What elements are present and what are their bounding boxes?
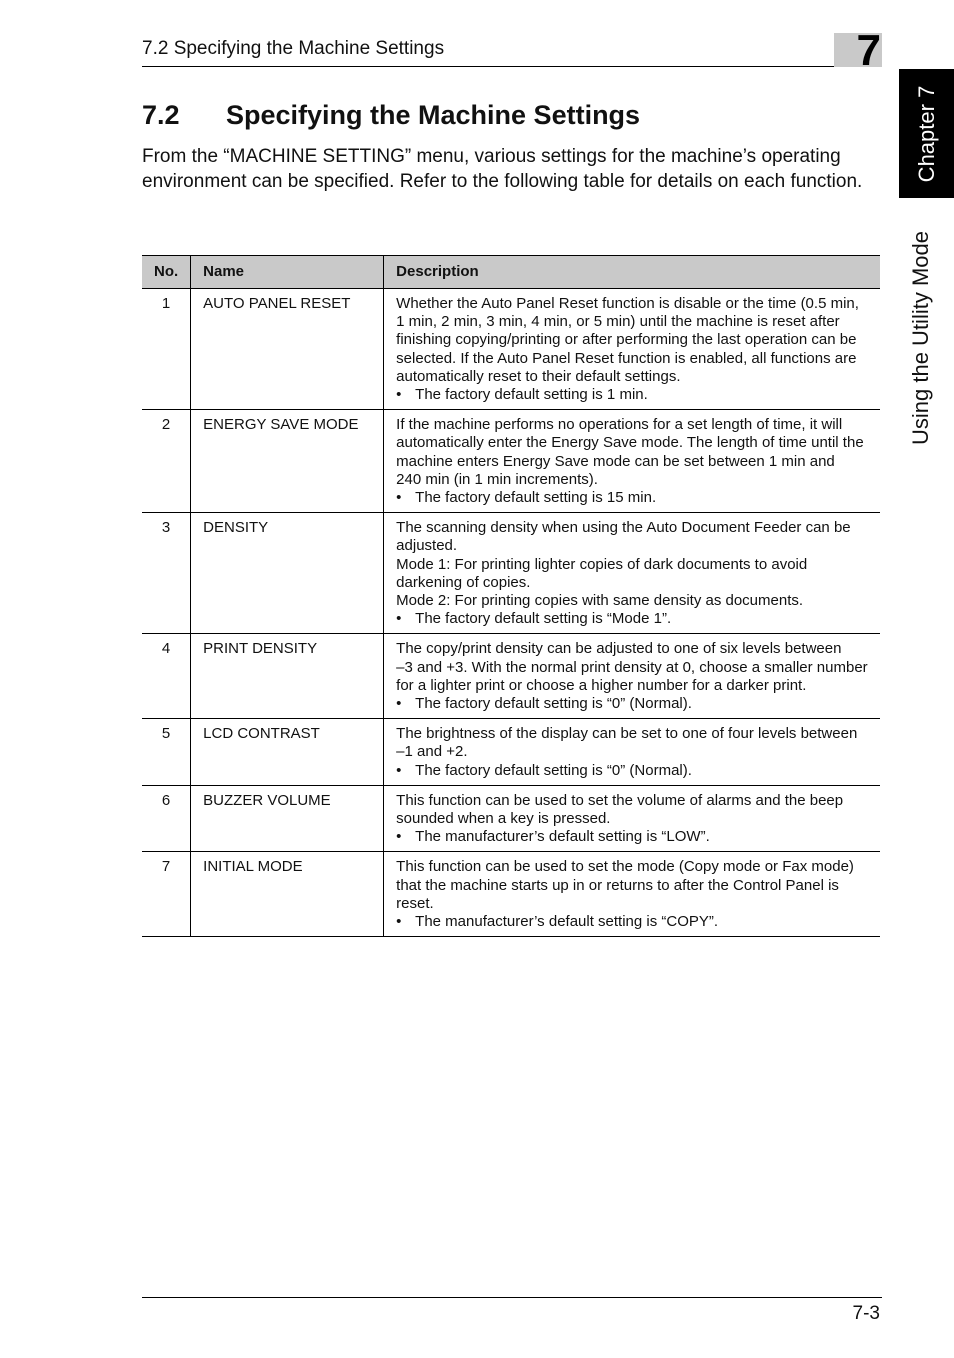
section-side-label: Using the Utility Mode [908,231,933,445]
setting-description [384,289,880,410]
description-line: that the machine starts up in or returns to after the Control Panel is [396,876,839,894]
header-description: Description [384,256,880,289]
intro-paragraph: From the “MACHINE SETTING” menu, various settings for the machine’s operating environment can be specified. Refer to the following table for details on each function. [142,146,863,192]
default-setting-list [396,695,868,713]
description-line: Mode 2: For printing copies with same density as documents. [396,592,804,610]
table-row [142,785,880,852]
row-number: 5 [142,719,191,786]
row-number: 3 [142,513,191,634]
header-rule [142,66,882,67]
section-heading [142,98,640,132]
default-setting-note: • The factory default setting is “0” (Normal). [396,695,868,713]
row-number: 4 [142,634,191,719]
setting-name: INITIAL MODE [191,852,384,937]
running-header: 7.2 Specifying the Machine Settings [142,38,445,59]
default-setting-list [396,386,868,404]
setting-description [384,719,880,786]
table-row [142,634,880,719]
description-line: automatically reset to their default settings. [396,367,681,385]
description-line: 240 min (in 1 min increments). [396,470,598,488]
description-line: 1 min, 2 min, 3 min, 4 min, or 5 min) until the machine is reset after [396,313,840,331]
description-line: selected. If the Auto Panel Reset function is enabled, all functions are [396,349,857,367]
setting-description [384,634,880,719]
setting-description [384,513,880,634]
row-number: 6 [142,785,191,852]
table-row [142,513,880,634]
default-setting-note: • The manufacturer’s default setting is “LOW”. [396,828,868,846]
chapter-tab-label: Chapter 7 [913,85,939,182]
section-title: Specifying the Machine Settings [226,100,641,130]
description-line: Whether the Auto Panel Reset function is disable or the time (0.5 min, [396,295,859,312]
setting-name: BUZZER VOLUME [191,785,384,852]
description-line: finishing copying/printing or after performing the last operation can be [396,331,857,349]
setting-description [384,852,880,937]
description-line: darkening of copies. [396,573,531,591]
setting-name: AUTO PANEL RESET [191,289,384,410]
description-line: Mode 1: For printing lighter copies of dark documents to avoid [396,555,808,573]
description-line: adjusted. [396,537,458,555]
default-setting-list [396,828,868,846]
description-line: for a lighter print or choose a higher number for a darker print. [396,676,807,694]
default-setting-note: • The factory default setting is “Mode 1”. [396,610,868,628]
setting-name: DENSITY [191,513,384,634]
default-setting-note: • The factory default setting is 15 min. [396,489,868,507]
row-number: 1 [142,289,191,410]
setting-name: ENERGY SAVE MODE [191,410,384,513]
header-no: No. [142,256,191,289]
footer-rule [142,1297,882,1298]
description-line: If the machine performs no operations for a set length of time, it will [396,416,843,434]
default-setting-list [396,762,868,780]
description-line: machine enters Energy Save mode can be set between 1 min and [396,452,835,470]
section-number: 7.2 [142,100,180,130]
setting-name: PRINT DENSITY [191,634,384,719]
chapter-number-box [834,26,882,75]
table-row [142,289,880,410]
description-line: sounded when a key is pressed. [396,810,611,828]
row-number: 2 [142,410,191,513]
description-line: reset. [396,894,434,912]
table-header-row [142,256,880,289]
description-line: The scanning density when using the Auto Document Feeder can be [396,519,851,537]
description-line: –1 and +2. [396,743,468,761]
setting-description [384,410,880,513]
description-line: –3 and +3. With the normal print density at 0, choose a smaller number [396,658,868,676]
table-row [142,852,880,937]
description-line: The copy/print density can be adjusted to one of six levels between [396,640,842,658]
table-row [142,719,880,786]
description-line: automatically enter the Energy Save mode. The length of time until the [396,434,864,452]
chapter-tab [899,69,954,198]
row-number: 7 [142,852,191,937]
header-name: Name [191,256,384,289]
default-setting-list [396,489,868,507]
table-body [142,289,880,937]
machine-settings-table [142,255,880,937]
default-setting-note: • The factory default setting is “0” (Normal). [396,762,868,780]
default-setting-list [396,913,868,931]
default-setting-list [396,610,868,628]
chapter-number: 7 [856,26,881,75]
description-line: This function can be used to set the volume of alarms and the beep [396,791,844,809]
table-row [142,410,880,513]
setting-description [384,785,880,852]
page-number: 7-3 [852,1303,880,1324]
description-line: The brightness of the display can be set to one of four levels between [396,725,858,743]
default-setting-note: • The factory default setting is 1 min. [396,386,868,404]
description-line: This function can be used to set the mode (Copy mode or Fax mode) [396,858,854,876]
default-setting-note: • The manufacturer’s default setting is “COPY”. [396,913,868,931]
setting-name: LCD CONTRAST [191,719,384,786]
